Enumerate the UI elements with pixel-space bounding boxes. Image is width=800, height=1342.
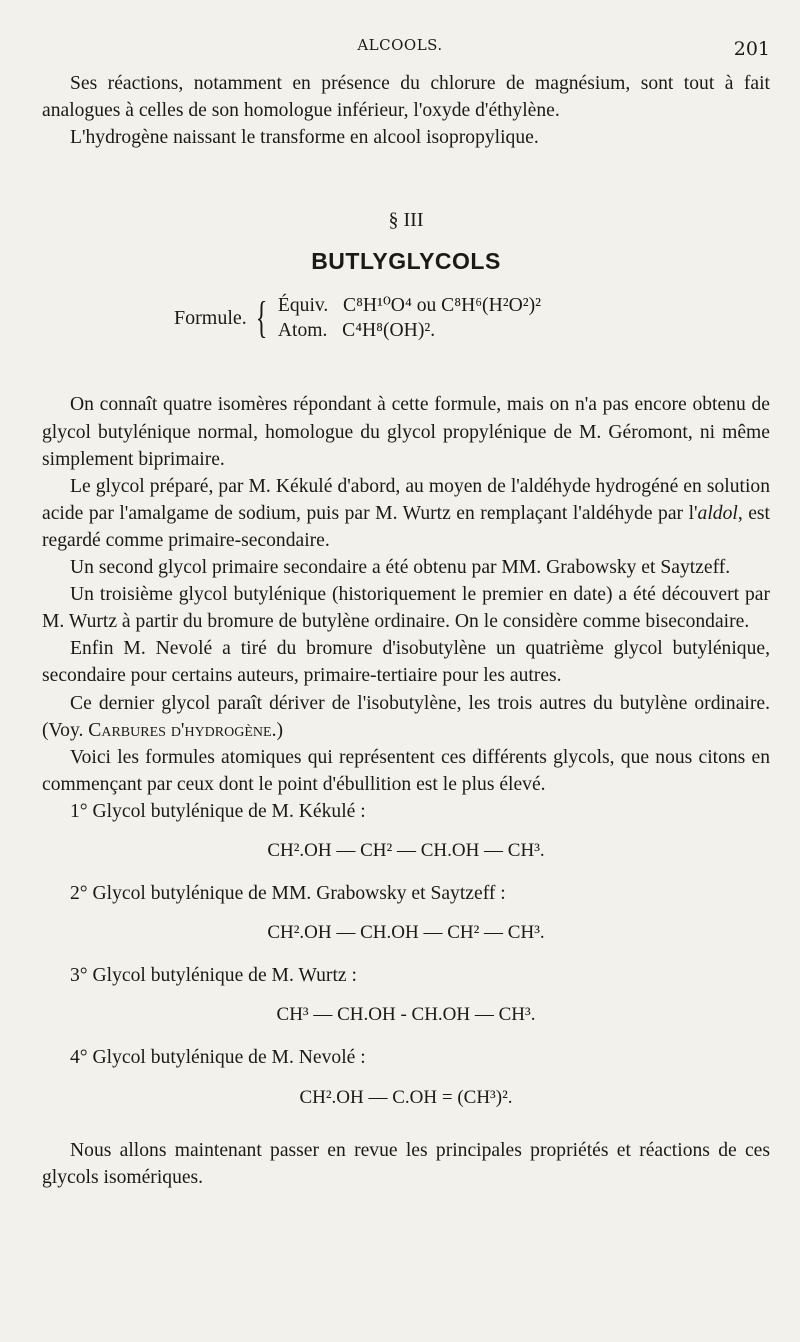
chem-formula-nevole: CH².OH — C.OH = (CH³)². bbox=[299, 1086, 513, 1108]
paragraph-isobutylene-end: .) bbox=[271, 719, 284, 741]
paragraph-closing: Nous allons maintenant passer en revue les principales propriétés et réactions de ces glycols isomériques. bbox=[42, 1139, 770, 1188]
running-title: ALCOOLS. bbox=[357, 36, 443, 54]
aldol-term: aldol bbox=[697, 502, 738, 524]
paragraph-third-glycol: Un troisième glycol butylénique (historiquement le premier en date) a été découvert par M. Wurtz à partir du bromure de butylène ordinaire. On le considère comme bisecondaire. bbox=[42, 584, 770, 633]
section-title: BUTLYGLYCOLS bbox=[311, 248, 501, 275]
formula-block bbox=[174, 293, 770, 343]
list-item-nevole: 4° Glycol butylénique de M. Nevolé : bbox=[70, 1047, 366, 1069]
paragraph-kekule-end: , est regardé comme primaire-secondaire. bbox=[42, 502, 770, 551]
chem-formula-grabowsky: CH².OH — CH.OH — CH² — CH³. bbox=[267, 922, 545, 944]
paragraph-isomers: On connaît quatre isomères répondant à cette formule, mais on n'a pas encore obtenu de glycol butylénique normal, homologue du glycol propylénique de M. Géromont, ni même simplement biprimaire. bbox=[42, 394, 770, 470]
paragraph-nevole: Enfin M. Nevolé a tiré du bromure d'isobutylène un quatrième glycol butylénique, secondaire pour certains auteurs, primaire-tertiaire pour les autres. bbox=[42, 638, 770, 687]
paragraph-formulas-intro: Voici les formules atomiques qui représentent ces différents glycols, que nous citons en commençant par ceux dont le point d'ébullition est le plus élevé. bbox=[42, 746, 770, 795]
cross-reference: Carbures d'hydrogène bbox=[88, 719, 272, 741]
formula-lines bbox=[278, 293, 541, 343]
page-header bbox=[0, 36, 800, 60]
chem-formula-kekule: CH².OH — CH² — CH.OH — CH³. bbox=[267, 839, 545, 861]
list-item-wurtz: 3° Glycol butylénique de M. Wurtz : bbox=[70, 965, 357, 987]
paragraph-hydrogen: L'hydrogène naissant le transforme en alcool isopropylique. bbox=[70, 127, 539, 149]
formula-label: Formule. bbox=[174, 306, 247, 329]
paragraph-isobutylene bbox=[42, 690, 770, 744]
formula-equiv: Équiv. C⁸H¹⁰O⁴ ou C⁸H⁶(H²O²)² bbox=[277, 295, 542, 317]
paragraph-kekule bbox=[42, 473, 770, 554]
paragraph-reactions: Ses réactions, notamment en présence du chlorure de magnésium, sont tout à fait analogues à celles de son homologue inférieur, l'oxyde d'éthylène. bbox=[42, 73, 770, 122]
chem-formula-wurtz: CH³ — CH.OH - CH.OH — CH³. bbox=[276, 1004, 536, 1026]
section-mark: § III bbox=[388, 209, 424, 232]
paragraph-isobutylene-start: Ce dernier glycol paraît dériver de l'isobutylène, les trois autres du butylène ordinaire. (Voy. bbox=[42, 692, 770, 741]
brace-glyph: { bbox=[255, 293, 268, 343]
paragraph-kekule-start: Le glycol préparé, par M. Kékulé d'abord, au moyen de l'aldéhyde hydrogéné en solution acide par l'amalgame de sodium, puis par M. Wurtz en remplaçant l'aldéhyde par l' bbox=[42, 475, 770, 524]
list-item-grabowsky: 2° Glycol butylénique de MM. Grabowsky et Saytzeff : bbox=[70, 883, 506, 905]
page-number: 201 bbox=[733, 38, 770, 60]
list-item-kekule: 1° Glycol butylénique de M. Kékulé : bbox=[70, 800, 366, 822]
paragraph-second-glycol: Un second glycol primaire secondaire a été obtenu par MM. Grabowsky et Saytzeff. bbox=[70, 557, 731, 579]
page-body bbox=[42, 70, 770, 1191]
formula-atom: Atom. C⁴H⁸(OH)². bbox=[277, 320, 436, 342]
